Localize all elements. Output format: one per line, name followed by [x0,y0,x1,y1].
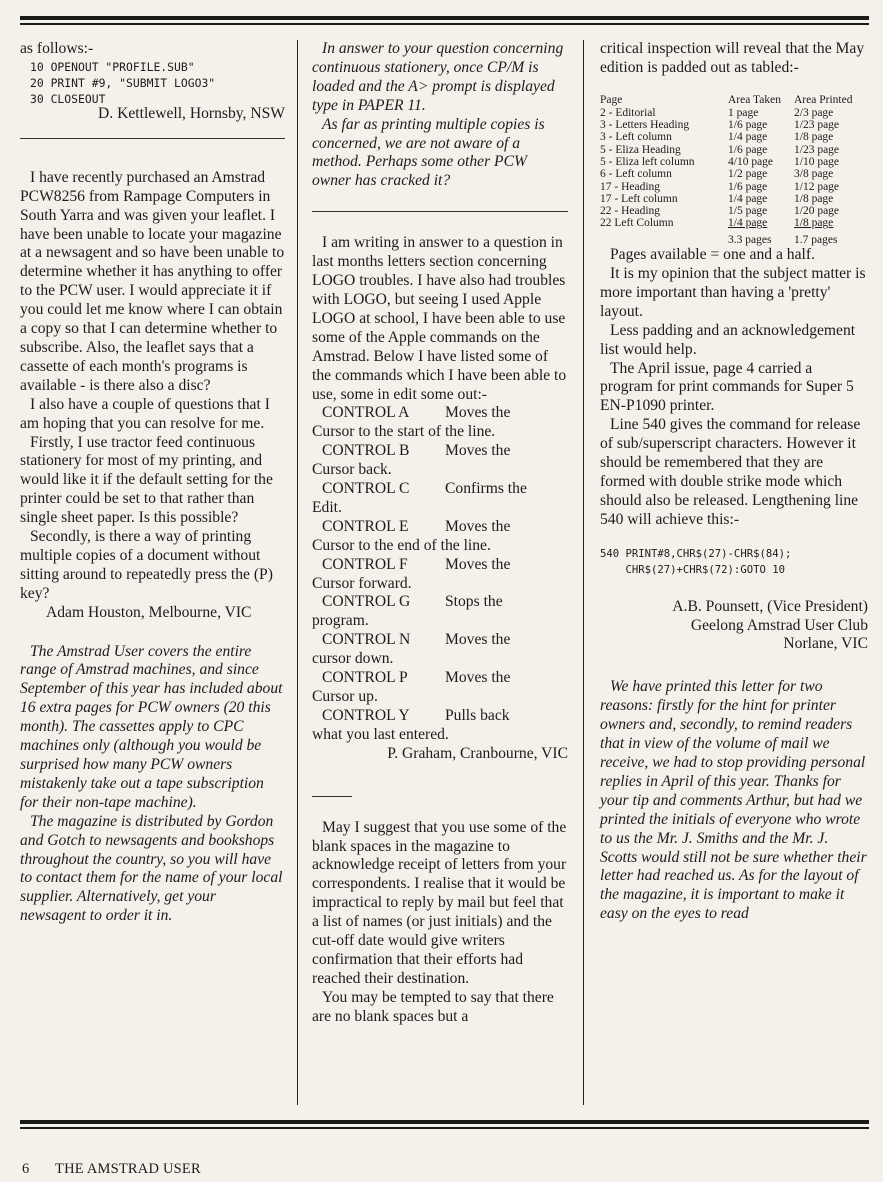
table-total: 1.7 pages [794,233,838,246]
table-cell: 5 - Eliza Heading [600,143,681,156]
control-desc-continued: Cursor to the end of the line. [312,536,491,554]
top-rule [20,16,869,20]
table-cell: 1/10 page [794,156,840,168]
control-desc-continued: Cursor back. [312,461,392,479]
table-row [600,205,860,217]
control-key: CONTROL Y [322,706,410,724]
control-key-row [312,442,568,461]
table-cell: 1/6 page [728,180,768,193]
control-key: CONTROL E [322,517,409,535]
table-cell: 3 - Letters Heading [600,119,690,132]
signature: Geelong Amstrad User Club [690,616,868,634]
table-row [600,168,860,180]
table-cell: 1/2 page [728,168,768,181]
table-header: Area Printed [794,93,853,106]
letter-paragraph: Firstly, I use tractor feed continuous stationery for most of my printing, and would like it if the default setting for the printer could be set to that rather than single sheet paper. Is this possible? [20,433,273,527]
control-desc-continued: program. [312,612,369,630]
code-line: 10 OPENOUT "PROFILE.SUB" [30,59,195,74]
table-cell: 5 - Eliza left column [600,156,695,168]
control-key-row [312,707,568,726]
letter-paragraph: You may be tempted to say that there are no blank spaces but a [312,988,554,1025]
control-key: CONTROL P [322,669,408,687]
padding-table [600,94,860,246]
table-cell: 22 Left Column [600,217,674,230]
table-cell: 1/8 page [794,192,834,205]
table-cell: 3/8 page [794,168,834,181]
table-cell: 17 - Left column [600,192,678,205]
control-desc: Moves the [445,669,511,687]
control-desc-continued: cursor down. [312,650,394,668]
table-header: Area Taken [728,93,781,106]
control-key: CONTROL B [322,442,410,460]
editor-reply: In answer to your question concerning continuous stationery, once CP/M is loaded and the A> prompt is displayed type in PAPER 11. [312,40,564,114]
letter-paragraph: Pages available = one and a half. [610,246,815,264]
letter-paragraph: The April issue, page 4 carried a program for print commands for Super 5 EN-P1090 printer. [600,359,854,415]
editor-reply: We have printed this letter for two reasons: firstly for the hint for printer owners and, secondly, to remind readers that in view of the volume of mail we receive, we had to stop providing personal replies in April of this year. Thanks for your tip and comments Arthur, but had we printed the initials of everyone who wrote to us the Mr. J. Smiths and the Mr. J. Scotts would still not be sure whether their letter had reached us. As for the layout of the magazine, it is important to make it easy on the eyes to read [600,678,867,923]
column-2 [312,40,568,1027]
control-key-row [312,404,568,423]
code-line: 540 PRINT#8,CHR$(27)-CHR$(84); [600,547,792,560]
control-desc: Moves the [445,404,511,422]
control-key: CONTROL C [322,480,410,498]
publication-name: THE AMSTRAD USER [55,1161,201,1177]
table-row [600,144,860,156]
table-cell: 1/4 page [728,131,768,144]
bottom-rule [20,1120,869,1124]
control-key-list [312,404,568,744]
bottom-rule-thin [20,1127,869,1129]
column-divider-2 [583,40,584,1105]
editor-reply: The Amstrad User covers the entire range of Amstrad machines, and since September of this year has included about 16 extra pages for PCW owners (20 this month). The cassettes apply to CPC machines only (although you would be surprised how many PCW owners mistakenly take out a tape subscription for their non-tape machine). [20,642,283,811]
page-number: 6 [22,1161,30,1177]
table-cell: 1/6 page [728,119,768,132]
table-row [600,193,860,205]
column-divider-1 [297,40,298,1105]
column-1 [20,40,285,926]
control-key-row [312,556,568,575]
letter-paragraph: I also have a couple of questions that I am hoping that you can resolve for me. [20,395,270,432]
letter-paragraph: critical inspection will reveal that the May edition is padded out as tabled:- [600,40,865,76]
code-line: CHR$(27)+CHR$(72):GOTO 10 [600,563,785,576]
table-cell: 17 - Heading [600,180,661,193]
letter-paragraph: Line 540 gives the command for release of sub/superscript characters. However it should be remembered that they are formed with double strike mode which should also be released. Lengthening line 540 will achieve this:- [600,416,861,528]
letter-paragraph: Less padding and an acknowledgement list would help. [600,321,856,358]
control-desc-continued: Edit. [312,498,342,516]
signature: Norlane, VIC [783,635,868,653]
control-key-row [312,518,568,537]
table-cell: 1/23 page [794,143,840,156]
table-row [600,217,860,229]
control-key: CONTROL F [322,555,408,573]
letter-paragraph: I have recently purchased an Amstrad PCW8256 from Rampage Computers in South Yarra and was given your leaflet. I have been unable to locate your magazine at a newsagent and so have been unable to determine whether it has anything to offer to the PCW user. I would appreciate it if you could let me know where I can obtain a copy so that I can determine whether to subscribe. Also, the leaflet says that a cassette of each month's programs is available - is there also a disc? [20,168,285,394]
page-footer [22,1161,201,1178]
signature: A.B. Pounsett, (Vice President) [672,597,868,615]
letter-paragraph: It is my opinion that the subject matter is more important than having a 'pretty' layout. [600,264,866,320]
editor-reply: As far as printing multiple copies is concerned, we are not aware of a method. Perhaps some other PCW owner has cracked it? [312,115,545,190]
control-desc-continued: Cursor up. [312,688,378,705]
signature: P. Graham, Cranbourne, VIC [387,744,568,762]
control-desc-continued: what you last entered. [312,725,449,743]
top-rule-thin [20,23,869,25]
control-key-row [312,480,568,499]
control-key: CONTROL G [322,593,411,611]
control-key: CONTROL A [322,404,410,422]
control-desc: Moves the [445,555,511,573]
letter-paragraph: Secondly, is there a way of printing multiple copies of a document without sitting around to repeatedly press the (P) key? [20,528,273,602]
code-line: 30 CLOSEOUT [30,91,106,106]
control-desc: Moves the [445,517,511,535]
letter-paragraph: May I suggest that you use some of the blank spaces in the magazine to acknowledge receipt of letters from your correspondents. I realise that it would be impractical to reply by mail but feel that a list of names (or just initials) and the cut-off date would give writers confirmation that their efforts had reached their destination. [312,818,567,987]
table-cell: 2/3 page [794,106,834,119]
table-cell: 4/10 page [728,156,774,168]
table-cell: 1 page [728,106,759,119]
table-cell: 1/5 page [728,205,768,218]
letter-paragraph: I am writing in answer to a question in last months letters section concerning LOGO troubles. I have also had troubles with LOGO, but seeing I used Apple LOGO at school, I have been able to use some of the Apple commands on the Amstrad. Below I have listed some of the commands which I have been able to use, some in edit some out:- [312,234,567,403]
table-cell: 1/6 page [728,143,768,156]
control-desc: Moves the [445,442,511,460]
table-cell: 1/4 page [728,192,768,205]
control-desc: Confirms the [445,480,527,498]
editor-reply: The magazine is distributed by Gordon and Gotch to newsagents and bookshops throughout the country, so you will have to contact them for the name of your local supplier. Alternatively, get your newsagent to order it in. [20,812,283,925]
table-cell: 1/8 page [794,131,834,144]
control-key-row [312,631,568,650]
table-cell: 3 - Left column [600,131,672,144]
table-cell: 6 - Left column [600,168,672,181]
table-row [600,107,860,119]
signature: Adam Houston, Melbourne, VIC [46,603,252,621]
table-cell: 1/12 page [794,180,840,193]
code-line: 20 PRINT #9, "SUBMIT LOGO3" [30,75,216,90]
control-desc-continued: Cursor to the start of the line. [312,423,496,441]
table-cell: 1/4 page [728,217,768,230]
table-cell: 1/8 page [794,217,834,230]
table-cell: 22 - Heading [600,205,661,218]
signature: D. Kettlewell, Hornsby, NSW [98,104,285,122]
control-desc-continued: Cursor forward. [312,574,412,592]
table-header: Page [600,93,623,106]
table-cell: 1/23 page [794,119,840,132]
column-3 [600,40,868,924]
control-key: CONTROL N [322,631,411,649]
table-row [600,119,860,131]
table-total: 3.3 pages [728,233,772,246]
control-key-row [312,669,568,688]
table-cell: 1/20 page [794,205,840,218]
control-desc: Stops the [445,593,503,611]
table-row [600,156,860,168]
table-row [600,181,860,193]
table-row [600,131,860,143]
control-desc: Moves the [445,631,511,649]
control-desc: Pulls back [445,706,510,724]
lead-text: as follows:- [20,40,94,57]
table-cell: 2 - Editorial [600,106,656,119]
control-key-row [312,593,568,612]
